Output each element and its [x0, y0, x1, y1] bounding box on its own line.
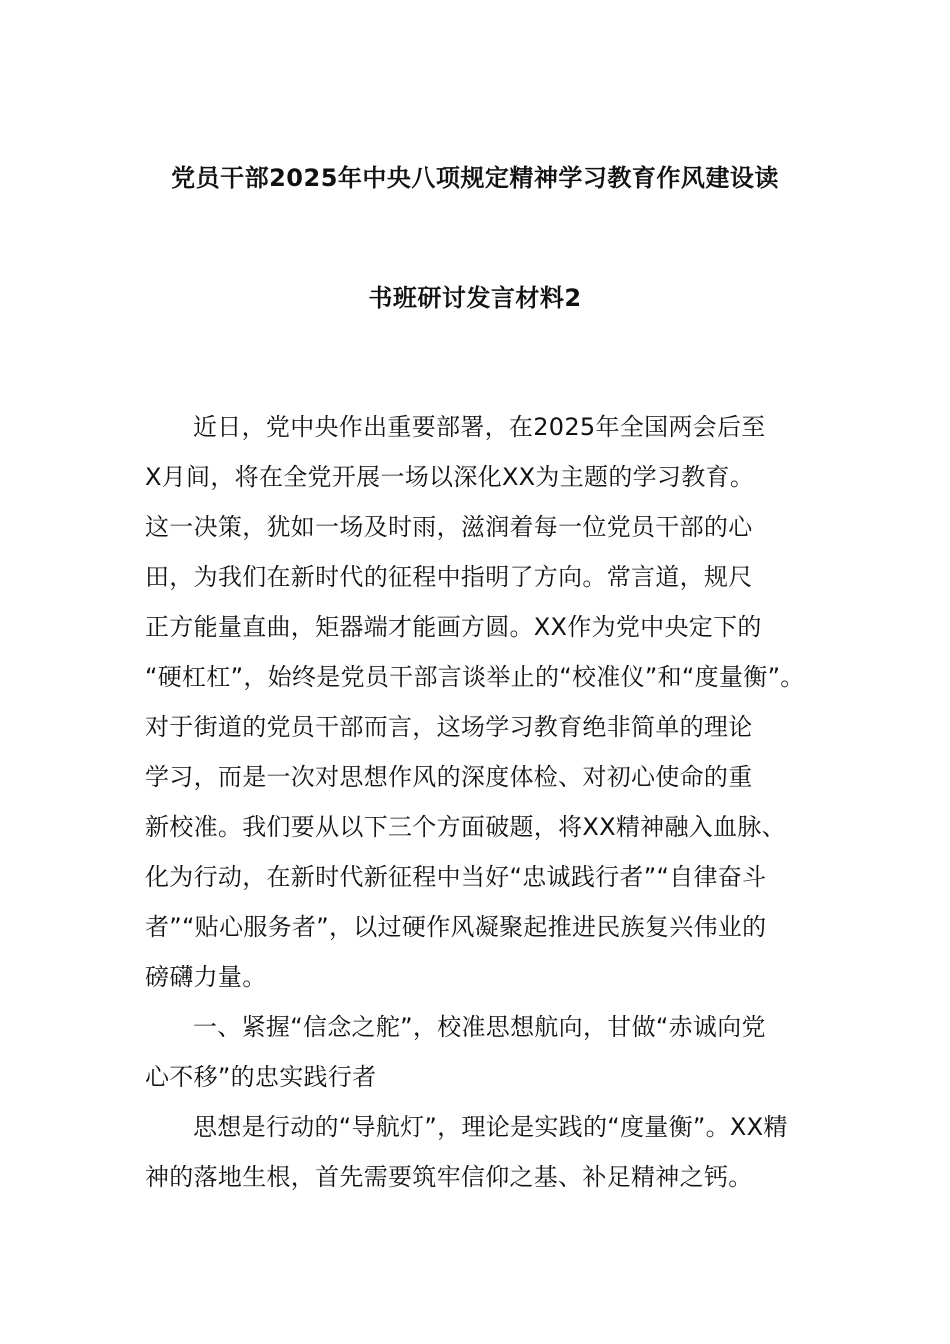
body-line: “硬杠杠”，始终是党员干部言谈举止的“校准仪”和“度量衡”。: [145, 663, 805, 691]
body-line: 神的落地生根，首先需要筑牢信仰之基、补足精神之钙。: [145, 1163, 753, 1191]
body-line: 磅礴力量。: [145, 963, 267, 991]
body-line: 正方能量直曲，矩器端才能画方圆。XX作为党中央定下的: [145, 613, 762, 641]
body-line: 学习，而是一次对思想作风的深度体检、对初心使命的重: [145, 763, 753, 791]
body-line: 这一决策，犹如一场及时雨，滋润着每一位党员干部的心: [145, 513, 753, 541]
body-line: 者”“贴心服务者”，以过硬作风凝聚起推进民族复兴伟业的: [145, 913, 767, 941]
body-line: 对于街道的党员干部而言，这场学习教育绝非简单的理论: [145, 713, 753, 741]
body-line: 化为行动，在新时代新征程中当好“忠诚践行者”“自律奋斗: [145, 863, 767, 891]
body-line: X月间，将在全党开展一场以深化XX为主题的学习教育。: [145, 463, 755, 491]
body-line: 田，为我们在新时代的征程中指明了方向。常言道，规尺: [145, 563, 753, 591]
document-title-line-2: 书班研讨发言材料2: [368, 284, 582, 312]
document-body: [145, 402, 815, 1202]
body-line: 新校准。我们要从以下三个方面破题，将XX精神融入血脉、: [145, 813, 786, 841]
body-line: 近日，党中央作出重要部署，在2025年全国两会后至: [193, 413, 766, 441]
document-title-line-1: 党员干部2025年中央八项规定精神学习教育作风建设读: [171, 164, 779, 192]
section-heading-line: 心不移”的忠实践行者: [145, 1063, 377, 1091]
body-line: 思想是行动的“导航灯”，理论是实践的“度量衡”。XX精: [193, 1113, 788, 1141]
section-heading-line: 一、紧握“信念之舵”，校准思想航向，甘做“赤诚向党: [193, 1013, 766, 1041]
